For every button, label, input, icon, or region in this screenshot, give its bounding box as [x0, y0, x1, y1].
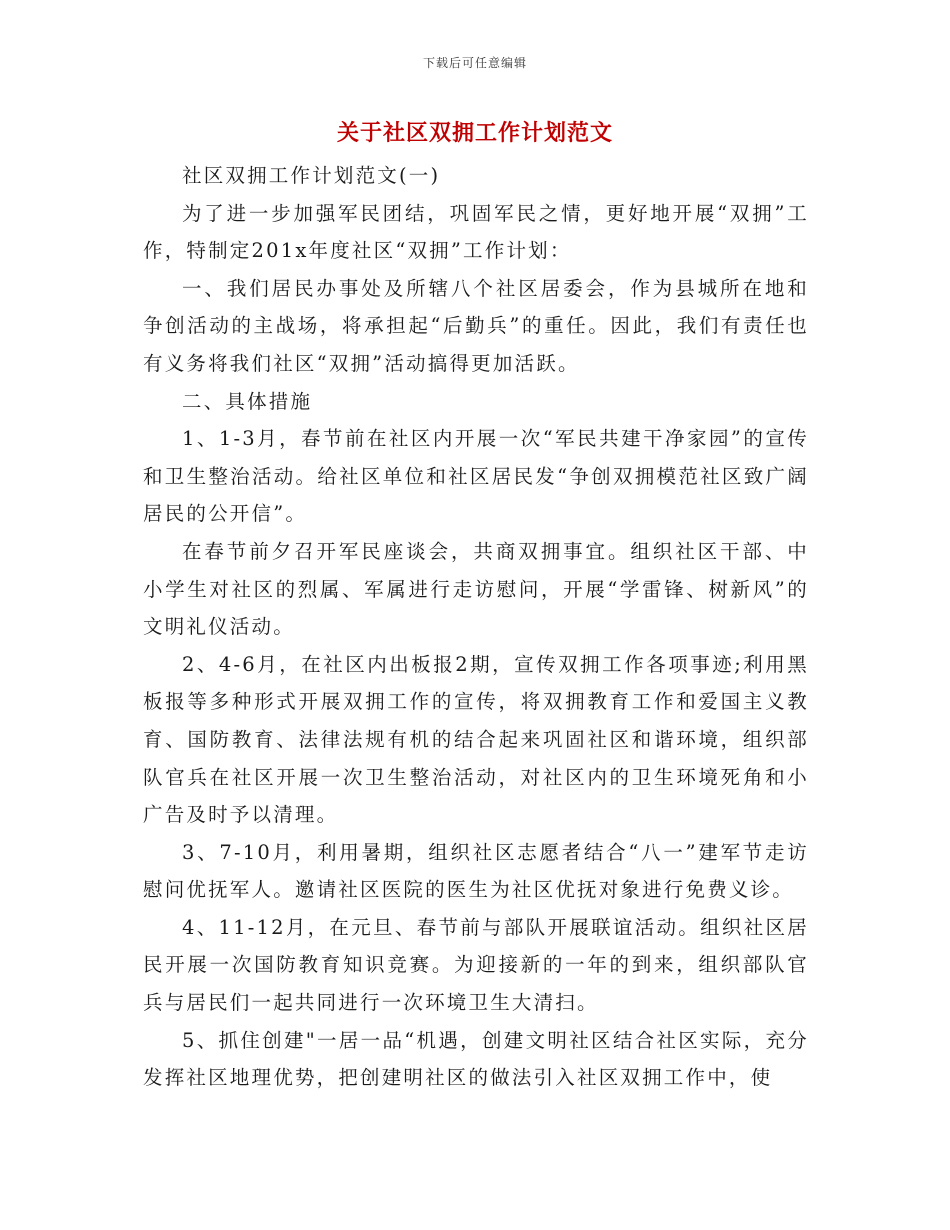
document-title: 关于社区双拥工作计划范文	[336, 120, 613, 146]
paragraph: 在春节前夕召开军民座谈会，共商双拥事宜。组织社区干部、中小学生对社区的烈属、军属进行走访慰问，开展“学雷锋、树新风”的文明礼仪活动。	[143, 539, 809, 639]
paragraph: 社区双拥工作计划范文(一)	[182, 164, 441, 187]
paragraph: 3、7-10月，利用暑期，组织社区志愿者结合“八一”建军节走访慰问优抚军人。邀请社区医院的医生为社区优抚对象进行免费义诊。	[143, 840, 809, 902]
document-body	[143, 157, 809, 1097]
paragraph: 1、1-3月，春节前在社区内开展一次“军民共建干净家园”的宣传和卫生整治活动。给社区单位和社区居民发“争创双拥模范社区致广阔居民的公开信”。	[143, 427, 809, 526]
paragraph: 二、具体措施	[182, 389, 313, 413]
paragraph: 5、抓住创建"一居一品“机遇，创建文明社区结合社区实际，充分发挥社区地理优势，把创建明社区的做法引入社区双拥工作中，使	[143, 1028, 809, 1090]
paragraph: 一、我们居民办事处及所辖八个社区居委会，作为县城所在地和争创活动的主战场，将承担起“后勤兵”的重任。因此，我们有责任也有义务将我们社区“双拥”活动搞得更加活跃。	[143, 276, 809, 375]
paragraph: 为了进一步加强军民团结，巩固军民之情，更好地开展“双拥”工作，特制定201x年度社区“双拥”工作计划：	[143, 201, 809, 263]
paragraph: 4、11-12月，在元旦、春节前与部队开展联谊活动。组织社区居民开展一次国防教育知识竞赛。为迎接新的一年的到来，组织部队官兵与居民们一起共同进行一次环境卫生大清扫。	[143, 915, 809, 1015]
header-note: 下载后可任意编辑	[422, 56, 527, 70]
paragraph: 2、4-6月，在社区内出板报2期，宣传双拥工作各项事迹;利用黑板报等多种形式开展双拥工作的宣传，将双拥教育工作和爱国主义教育、国防教育、法律法规有机的结合起来巩固社区和谐环境，组织部队官兵在社区开展一次卫生整治活动，对社区内的卫生环境死角和小广告及时予以清理。	[143, 652, 809, 827]
